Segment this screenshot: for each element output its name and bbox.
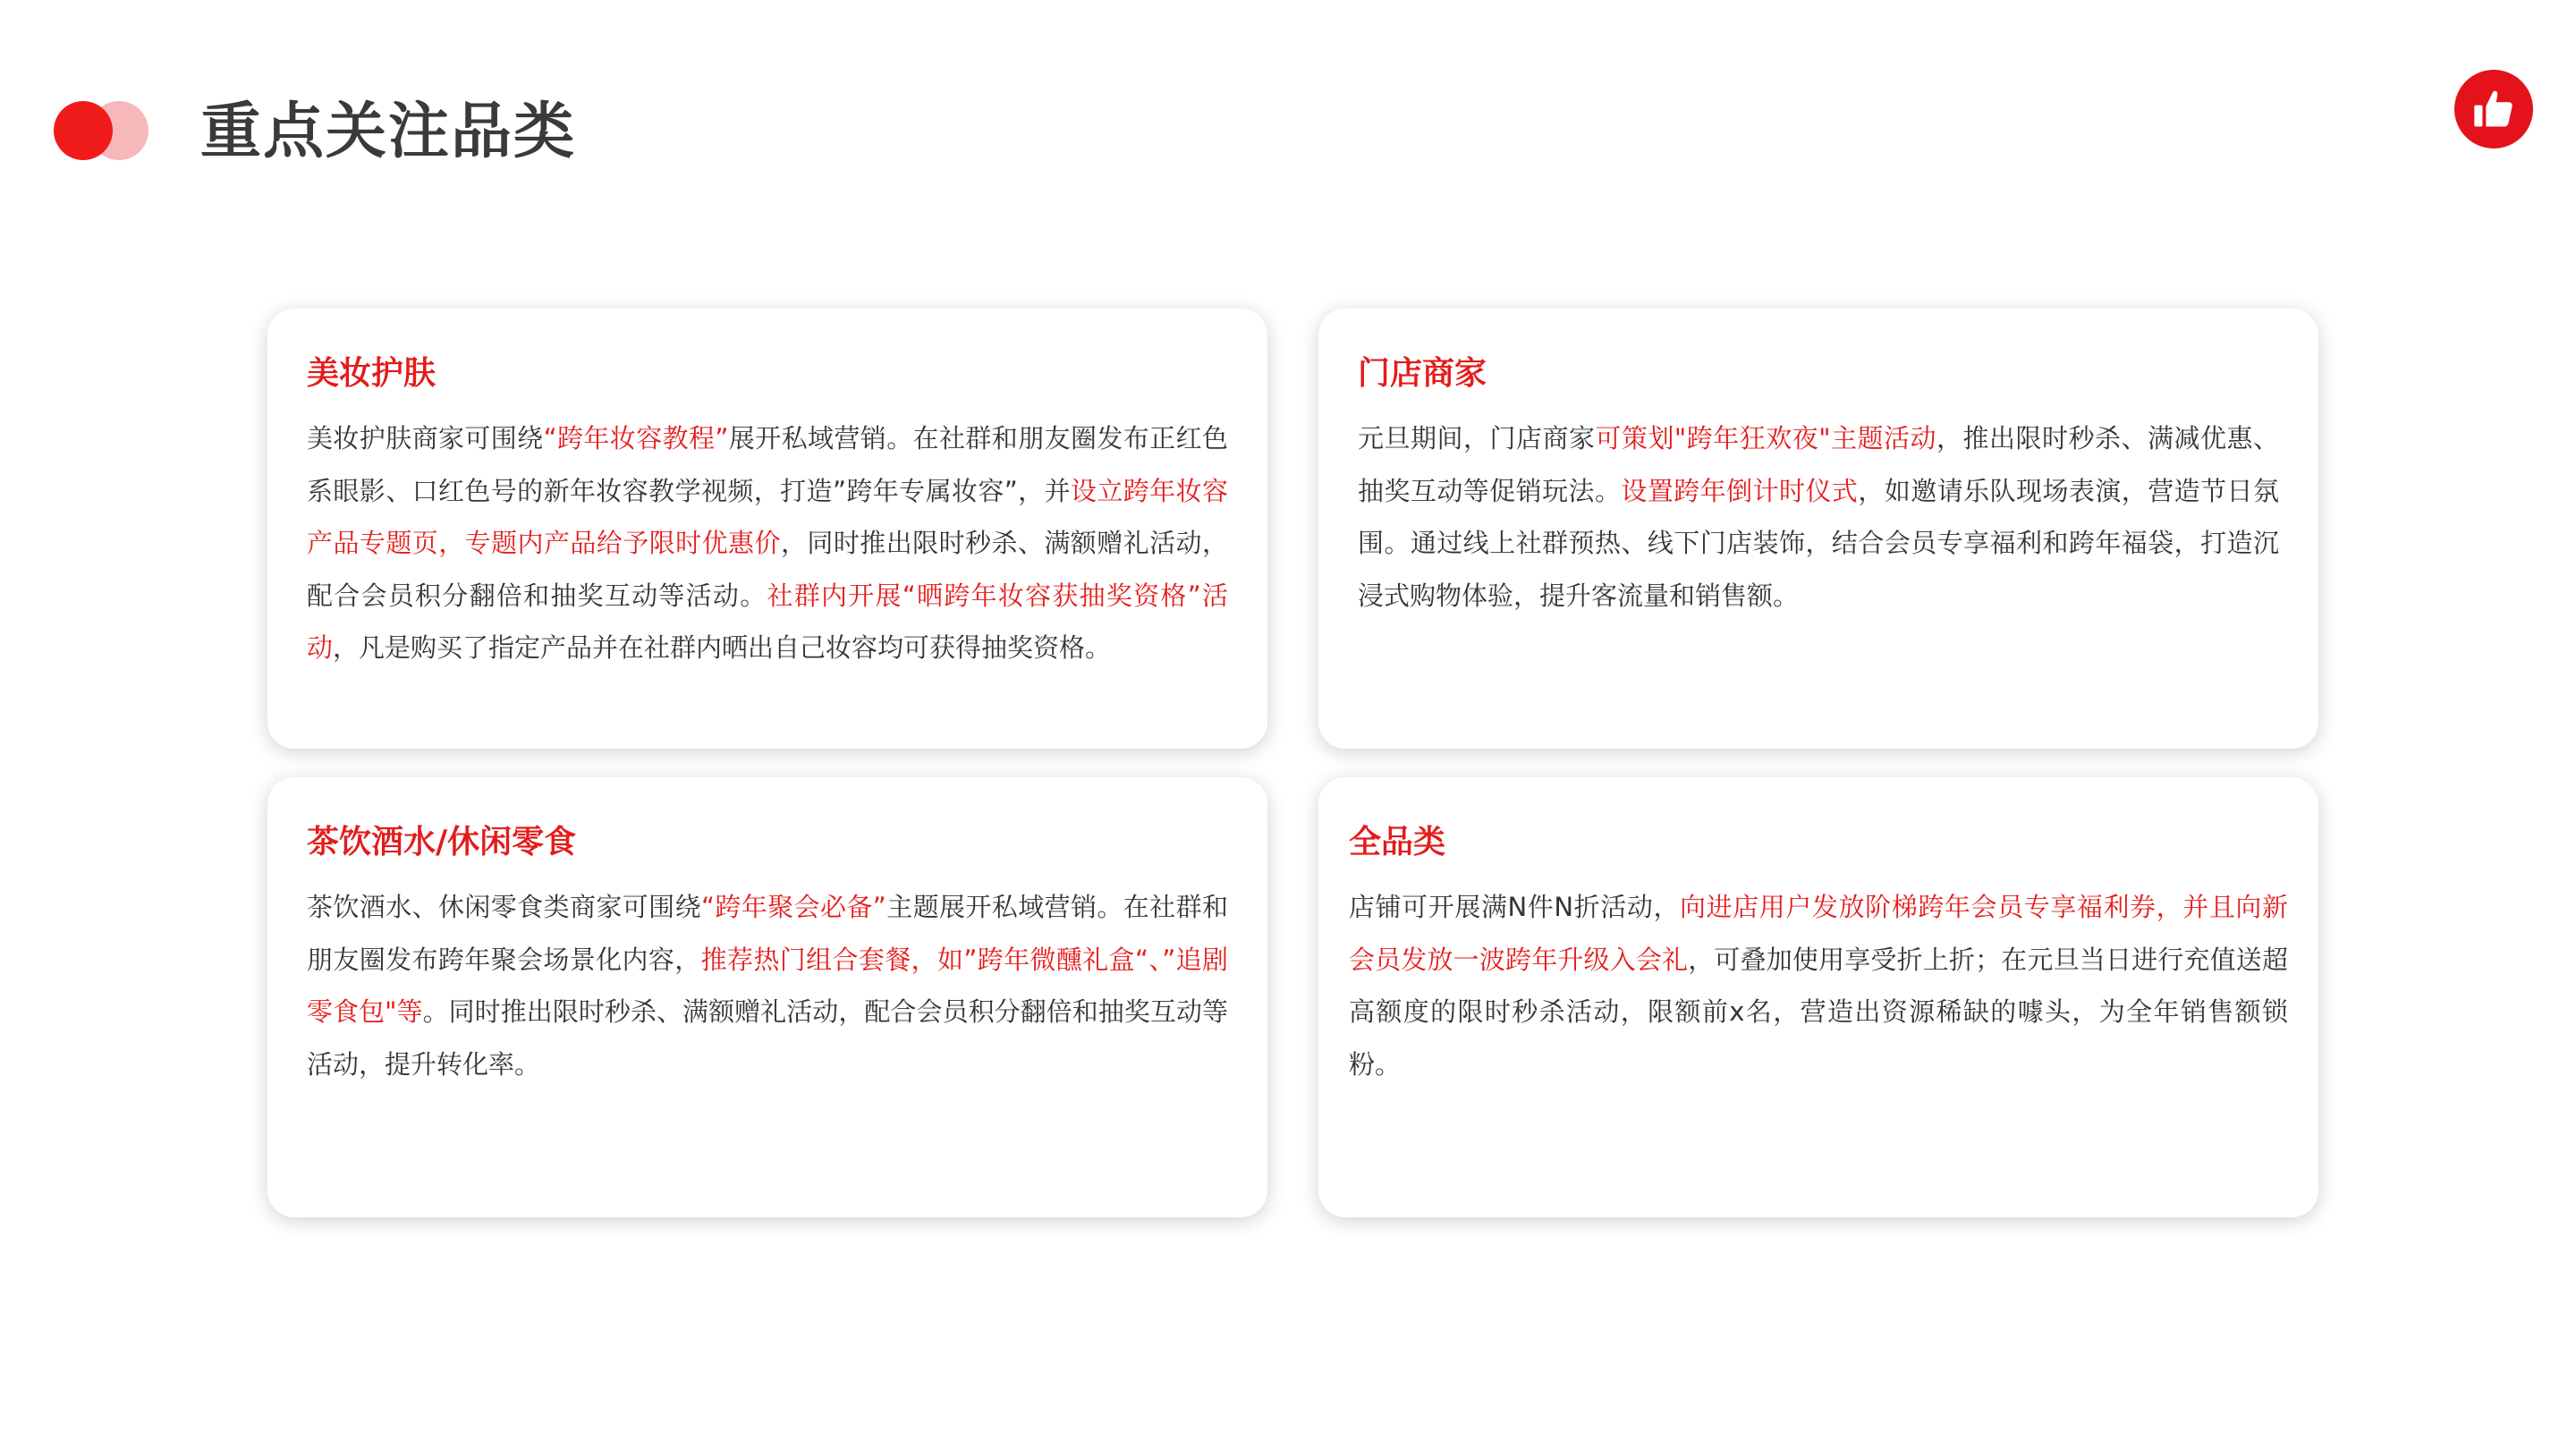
card-body [1358,412,2279,622]
page-title: 重点关注品类 [200,97,577,167]
body-text: 茶饮酒水、休闲零食类商家可围绕 [307,892,701,922]
card-drinks-snacks [267,777,1267,1217]
body-text: 主题展开私域营销。在社群和朋友圈发布跨年聚会场景化内容， [307,892,1228,975]
highlight-text: 向进店用户发放阶梯跨年会员专享福利券，并且向新会员发放一波跨年升级入会礼 [1349,892,2288,975]
thumbs-up-glyph [2470,86,2517,132]
card-title: 美妆护肤 [307,355,436,392]
highlight-text: 推荐热门组合套餐，如”跨年微醺礼盒“、”追剧零食包"等 [307,944,1228,1027]
card-all-categories [1318,777,2318,1217]
double-dot-icon [54,100,154,163]
body-text: 。同时推出限时秒杀、满额赠礼活动，配合会员积分翻倍和抽奖互动等活动，提升转化率。 [307,996,1228,1080]
card-beauty-skincare [267,309,1267,749]
highlight-text: “跨年聚会必备” [700,892,886,922]
body-text: ，推出限时秒杀、满减优惠、抽奖互动等促销玩法。 [1358,423,2279,506]
body-text: 美妆护肤商家可围绕 [307,423,544,453]
card-title: 全品类 [1349,824,1446,860]
body-text: ，可叠加使用享受折上折；在元旦当日进行充值送超高额度的限时秒杀活动，限额前x名，营造出资源稀缺的噱头，为全年销售额锁粉。 [1349,944,2288,1080]
highlight-text: 设立跨年妆容产品专题页，专题内产品给予限时优惠价 [307,475,1228,558]
highlight-text: 可策划"跨年狂欢夜"主题活动 [1595,423,1937,453]
red-dot [54,101,113,160]
body-text: ，如邀请乐队现场表演，营造节日氛围。通过线上社群预热、线下门店装饰，结合会员专享福利和跨年福袋，打造沉浸式购物体验，提升客流量和销售额。 [1358,475,2279,611]
highlight-text: 社群内开展“晒跨年妆容获抽奖资格”活动 [307,580,1228,663]
highlight-text: 设置跨年倒计时仪式 [1621,475,1859,506]
card-body [307,412,1228,674]
highlight-text: “跨年妆容教程” [543,423,729,453]
card-title: 茶饮酒水/休闲零食 [307,824,577,860]
card-store-merchants [1318,309,2318,749]
card-title: 门店商家 [1358,355,1487,392]
card-body [1349,881,2288,1090]
body-text: ，凡是购买了指定产品并在社群内晒出自己妆容均可获得抽奖资格。 [333,632,1112,663]
body-text: 展开私域营销。在社群和朋友圈发布正红色系眼影、口红色号的新年妆容教学视频，打造”跨年专属妆容”，并 [307,423,1228,506]
body-text: 店铺可开展满N件N折活动， [1349,892,1681,922]
body-text: 元旦期间，门店商家 [1358,423,1596,453]
thumbs-up-icon [2454,70,2533,148]
card-body [307,881,1228,1090]
body-text: ，同时推出限时秒杀、满额赠礼活动，配合会员积分翻倍和抽奖互动等活动。 [307,528,1228,611]
